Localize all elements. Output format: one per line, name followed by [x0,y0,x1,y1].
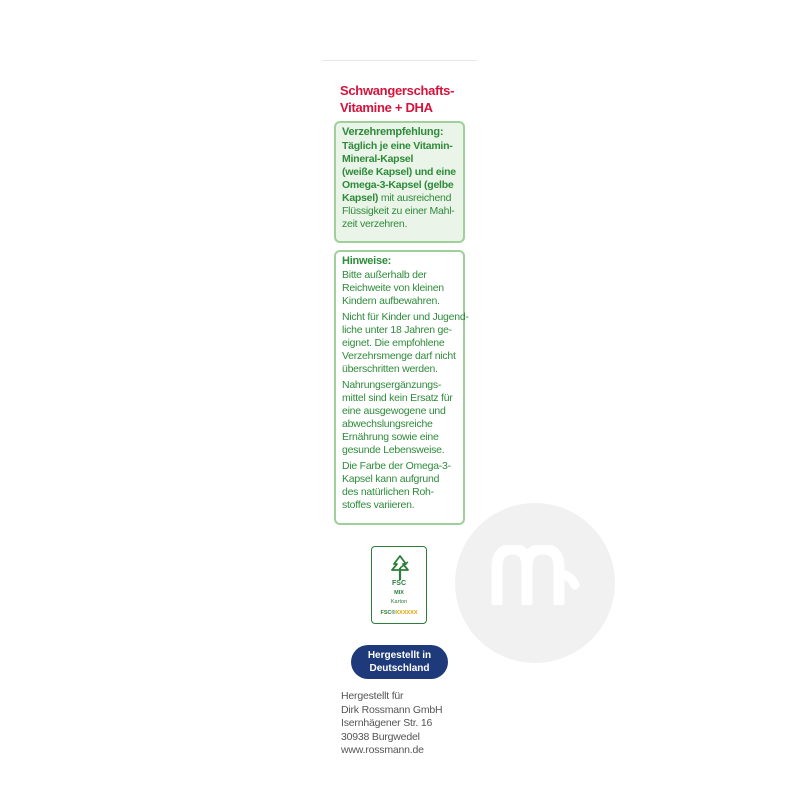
notes-line: Nicht für Kinder und Jugend- [342,311,469,323]
notes-heading: Hinweise: [342,255,392,267]
notes-line: Die Farbe der Omega-3- [342,460,451,472]
badge-line: Deutschland [369,663,430,674]
notes-paragraph [342,269,458,308]
fsc-karton: Karton [390,599,408,605]
notes-paragraph [342,460,458,512]
notes-line: liche unter 18 Jahren ge- [342,324,452,336]
address-line: Dirk Rossmann GmbH [341,703,443,716]
made-in-germany-badge [351,645,448,679]
notes-line: Reichweite von kleinen [342,282,444,294]
address-line: 30938 Burgwedel [341,730,420,743]
fsc-brand: FSC [392,580,406,587]
dosage-bold-fragment: Kapsel) [342,192,379,204]
website-link[interactable]: www.rossmann.de [341,744,424,756]
notes-paragraph [342,379,458,457]
notes-line: Bitte außerhalb der [342,269,427,281]
badge-line: Hergestellt in [367,650,432,661]
dosage-line: Täglich je eine Vitamin- [342,140,453,152]
title-line: Vitamine + DHA [340,100,433,115]
address-line: Isernhägener Str. 16 [341,717,433,729]
notes-line: abwechslungsreiche [342,418,433,430]
notes-line: stoffes variieren. [342,499,415,511]
notes-line: eignet. Die empfohlene [342,337,445,349]
notes-line: gesunde Lebensweise. [342,444,445,456]
manufacturer-address [341,690,471,758]
dosage-box [334,121,465,243]
notes-line: des natürlichen Roh- [342,486,434,498]
dosage-line: zeit verzehren. [342,218,408,230]
notes-box [334,250,469,525]
fsc-label [371,546,427,624]
dosage-line: Flüssigkeit zu einer Mahl- [342,205,455,217]
notes-line: überschritten werden. [342,363,438,375]
notes-line: Verzehrsmenge darf nicht [342,350,456,362]
dosage-fragment: mit ausreichend [378,192,452,204]
dosage-line: Omega-3-Kapsel (gelbe [342,179,454,191]
dosage-line [342,192,458,205]
fsc-code-prefix: FSC® [380,610,396,616]
address-line: Hergestellt für [341,690,404,702]
dosage-heading: Verzehrempfehlung: [342,126,444,138]
fsc-mix: MIX [394,590,404,596]
dosage-line: (weiße Kapsel) und eine [342,166,456,178]
divider [322,60,477,61]
notes-line: Kindern aufbewahren. [342,295,440,307]
fsc-code-suffix: XXXXXX [395,610,418,616]
notes-line: Ernährung sowie eine [342,431,439,443]
notes-line: Kapsel kann aufgrund [342,473,440,485]
notes-line: eine ausgewogene und [342,405,446,417]
m-logo-icon [491,545,581,605]
notes-line: Nahrungsergänzungs- [342,379,442,391]
notes-line: mittel sind kein Ersatz für [342,392,453,404]
title-line: Schwangerschafts- [340,83,455,98]
fsc-tree-icon [386,553,414,581]
notes-paragraph [342,311,469,376]
dosage-line: Mineral-Kapsel [342,153,414,165]
product-title [340,82,480,116]
fsc-code [372,610,426,616]
